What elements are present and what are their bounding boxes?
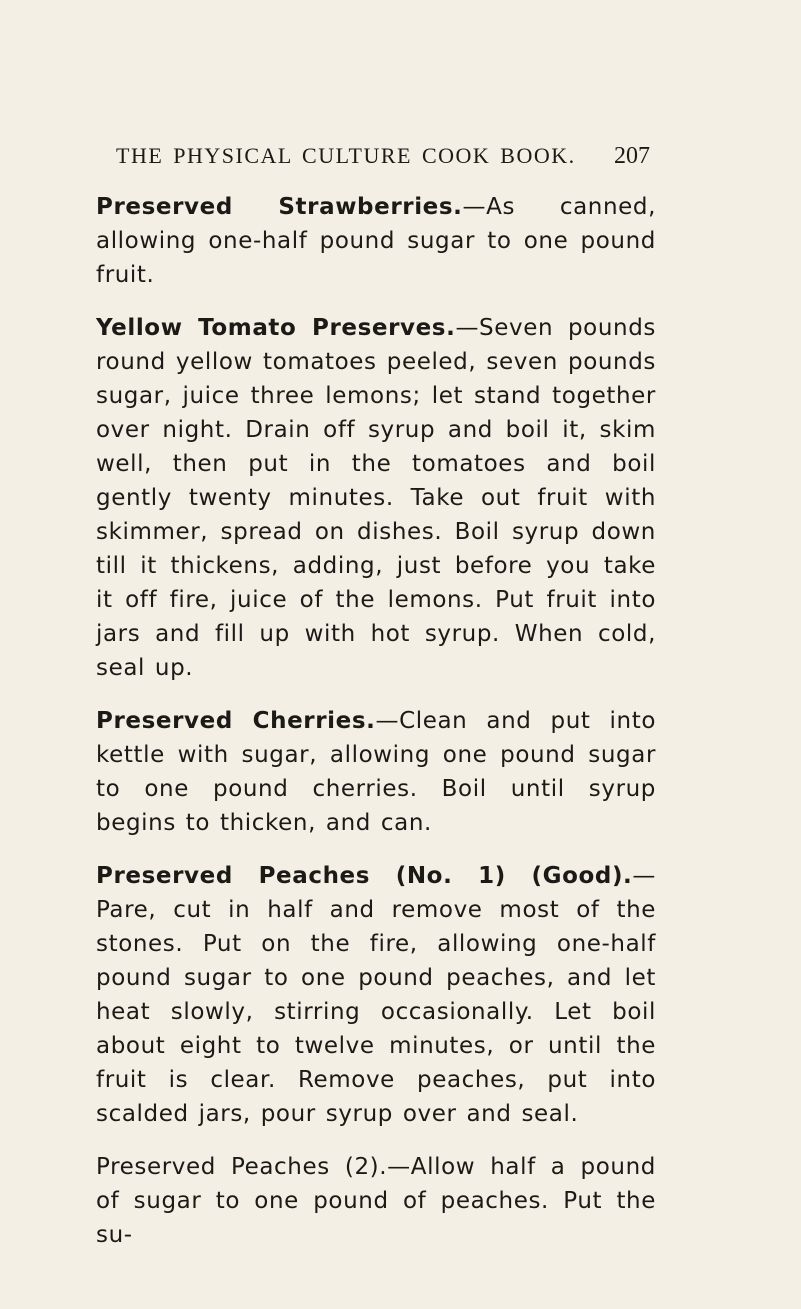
recipe-title: Preserved Strawberries. xyxy=(96,194,463,220)
recipe-text: —Seven pounds round yellow tomatoes peeled, seven pounds sugar, juice three lemons; let stand together over night. Drain off syrup and boil it, skim well, then put in the tomatoes and boil gently twenty minutes. Take out fruit with skimmer, spread on dishes. Boil syrup down till it thickens, adding, just before you take it off fire, juice of the lemons. Put fruit into jars and fill up with hot syrup. When cold, seal up. xyxy=(96,315,656,681)
recipe-preserved-peaches-1 xyxy=(96,859,656,1131)
recipe-preserved-strawberries xyxy=(96,190,656,292)
recipe-text: —Clean and put into kettle with sugar, allowing one pound sugar to one pound cherries. Boil until syrup begins to thicken, and can. xyxy=(96,708,656,836)
recipe-text: —Allow half a pound of sugar to one pound of peaches. Put the su- xyxy=(96,1154,656,1248)
page-body xyxy=(96,190,656,1271)
running-head-title: THE PHYSICAL CULTURE COOK BOOK. xyxy=(116,143,576,168)
page-number: 207 xyxy=(614,143,650,169)
running-head xyxy=(116,143,650,169)
recipe-title: Preserved Cherries. xyxy=(96,708,376,734)
recipe-title: Preserved Peaches (2). xyxy=(96,1154,388,1180)
recipe-text: —As canned, allowing one-half pound sugar to one pound fruit. xyxy=(96,194,656,288)
recipe-title: Preserved Peaches (No. 1) (Good). xyxy=(96,863,633,889)
recipe-text: —Pare, cut in half and remove most of the stones. Put on the fire, allowing one-half pound sugar to one pound peaches, and let heat slowly, stirring occasionally. Let boil about eight to twelve minutes, or until the fruit is clear. Remove peaches, put into scalded jars, pour syrup over and seal. xyxy=(96,863,656,1127)
recipe-preserved-cherries xyxy=(96,704,656,840)
recipe-preserved-peaches-2 xyxy=(96,1150,656,1252)
recipe-yellow-tomato-preserves xyxy=(96,311,656,685)
recipe-title: Yellow Tomato Preserves. xyxy=(96,315,456,341)
